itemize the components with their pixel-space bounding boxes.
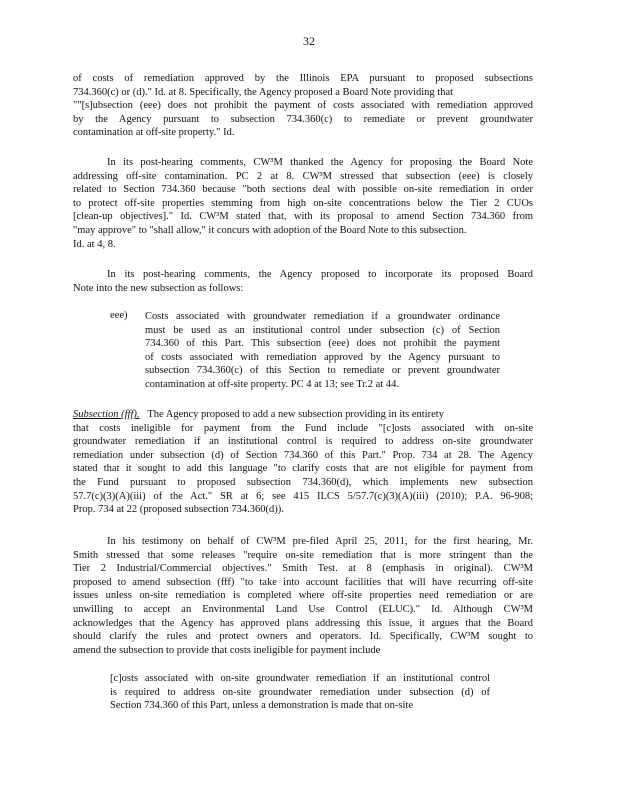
text-line: acknowledges that the Agency has approved plans addressing this issue, it argues that the Board: [73, 617, 533, 629]
text-line: In its post-hearing comments, the Agency proposed to incorporate its proposed Board: [107, 269, 533, 280]
text-line: [73, 408, 533, 422]
quote-line: is required to address on-site groundwater remediation under subsection (d) of: [110, 686, 490, 698]
text-line: Smith stressed that some releases "require on-site remediation that is more stringent than the: [73, 549, 533, 561]
text-line: addressing off-site contamination. PC 2 at 8. CW³M stressed that subsection (eee) is closely: [73, 170, 533, 182]
text-line: 734.360(c) or (d)." Id. at 8. Specifically, the Agency proposed a Board Note providing that: [73, 86, 454, 98]
page-number: 32: [303, 34, 315, 48]
paragraph-board-note: [73, 72, 533, 140]
text-line: should clarify the rules and protect owners and operators. Id. Specifically, CW³M sought to: [73, 631, 533, 643]
paragraph-smith-testimony: [73, 535, 533, 657]
quote-line: of costs associated with remediation approved by the Agency pursuant to: [145, 351, 500, 363]
text-line: to protect off-site properties stemming from high on-site concentrations below the Tier 2 CUOs: [73, 197, 533, 209]
text-line: remediation under subsection (d) of Section 734.360 of this Part." Prop. 734 at 28. The Agency: [73, 449, 533, 461]
quote-line: must be used as an institutional control under subsection (c) of Section: [145, 324, 500, 336]
subsection-label: eee): [110, 310, 128, 321]
text-line: [clean-up objectives]." Id. CW³M stated that, with its proposal to amend Section 734.360 from: [73, 211, 533, 223]
text-line: Id. at 4, 8.: [73, 238, 116, 250]
block-quote-eee: [145, 310, 500, 392]
subsection-heading: Subsection (fff).: [73, 409, 140, 420]
text-line: by the Agency pursuant to subsection 734.360(c) to remediate or prevent groundwater: [73, 113, 533, 125]
text-line: issues unless on-site remediation is completed where off-site properties need remediation or are: [73, 590, 533, 602]
text-line: contamination at off-site property." Id.: [73, 127, 235, 139]
quote-line: subsection 734.360(c) of this Section to remediate or prevent groundwater: [145, 365, 500, 377]
text-line: that costs ineligible for payment from the Fund include "[c]osts associated with on-site: [73, 422, 533, 434]
text-line: groundwater remediation if an institutional control is required to address on-site groundwater: [73, 436, 533, 448]
paragraph-subsection-fff: [73, 408, 533, 517]
text-span: The Agency proposed to add a new subsection providing in its entirety: [147, 409, 444, 420]
quote-line: 734.360 of this Part. This subsection (eee) does not prohibit the payment: [145, 338, 500, 350]
text-line: 57.7(c)(3)(A)(iii) of the Act." SR at 6; see 415 ILCS 5/57.7(c)(3)(A)(iii) (2010); P.A. 96-908;: [73, 490, 533, 502]
paragraph-cw3m-comments: [73, 156, 533, 251]
text-line: "may approve" to "shall allow," it concurs with adoption of the Board Note to this subsection.: [73, 224, 467, 236]
quote-line: [c]osts associated with on-site groundwater remediation if an institutional control: [110, 673, 490, 684]
text-line: unwilling to accept an Environmental Land Use Control (ELUC)." Id. Although CW³M: [73, 603, 533, 615]
block-quote-final: [110, 672, 490, 713]
text-line: In its post-hearing comments, CW³M thanked the Agency for proposing the Board Note: [107, 157, 533, 168]
text-line: amend the subsection to provide that costs ineligible for payment include: [73, 644, 381, 656]
text-line: related to Section 734.360 because "both sections deal with possible on-site remediation in order: [73, 184, 533, 196]
text-line: proposed to amend subsection (fff) "to take into account facilities that will have recurring off-site: [73, 576, 533, 588]
quote-line: Costs associated with groundwater remediation if a groundwater ordinance: [145, 311, 500, 322]
text-line: ""[s]ubsection (eee) does not prohibit the payment of costs associated with remediation approved: [73, 100, 533, 112]
quote-line: contamination at off-site property. PC 4 at 13; see Tr.2 at 44.: [145, 378, 400, 390]
text-line: Note into the new subsection as follows:: [73, 282, 244, 294]
text-line: of costs of remediation approved by the Illinois EPA pursuant to proposed subsections: [73, 73, 533, 84]
text-line: the Fund pursuant to proposed subsection 734.360(d), which implements new subsection: [73, 476, 533, 488]
text-line: Prop. 734 at 22 (proposed subsection 734.360(d)).: [73, 504, 284, 516]
text-line: stated that it sought to add this language "to clarify costs that are not eligible for payment from: [73, 463, 533, 475]
text-line: In his testimony on behalf of CW³M pre-filed April 25, 2011, for the first hearing, Mr.: [107, 536, 533, 547]
text-line: Tier 2 Industrial/Commercial objectives." Smith Test. at 8 (emphasis in original). CW³M: [73, 563, 533, 575]
quote-line: Section 734.360 of this Part, unless a demonstration is made that on-site: [110, 700, 413, 712]
paragraph-agency-comments: [73, 268, 533, 295]
